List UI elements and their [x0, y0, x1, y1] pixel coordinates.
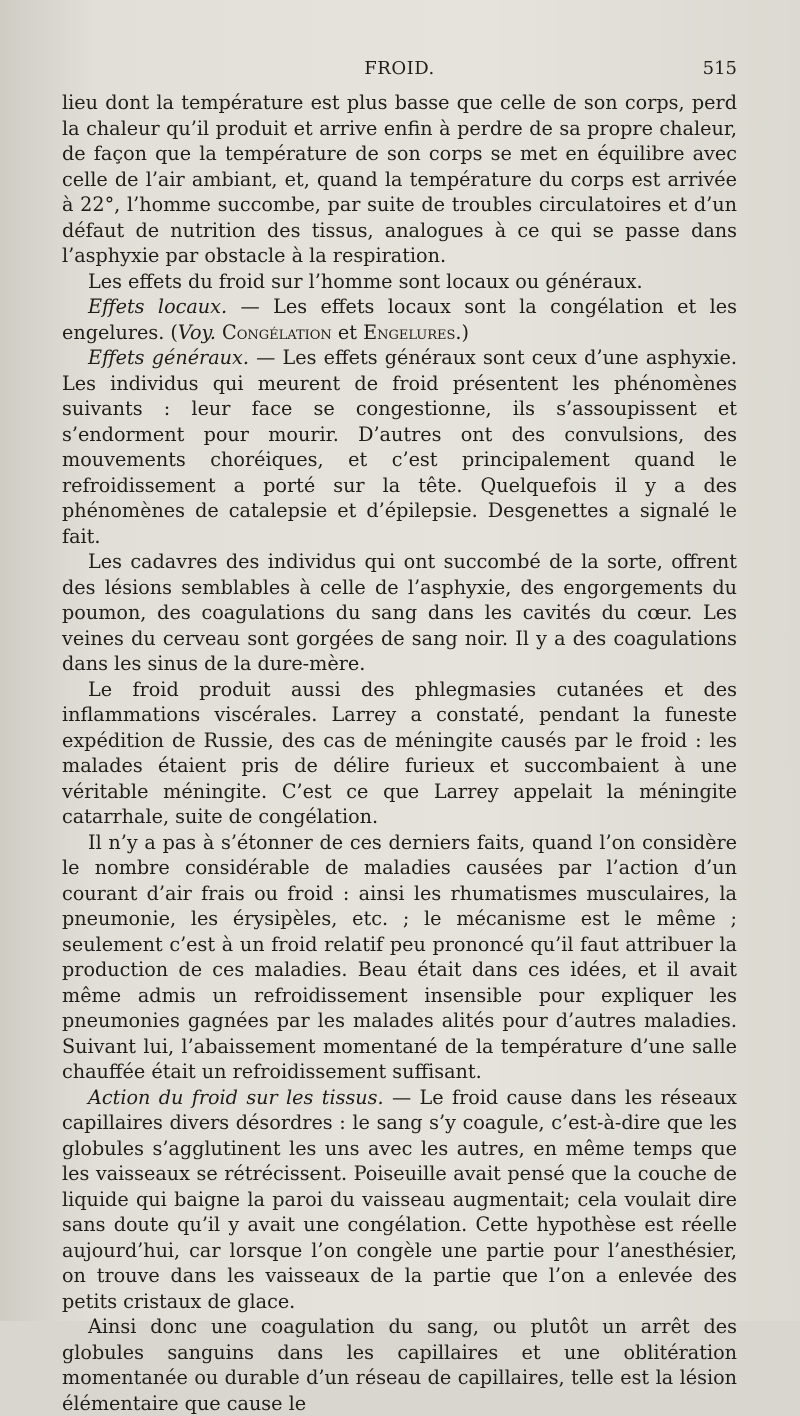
tissue-action-text: — Le froid cause dans les réseaux capillaires divers désordres : le sang s’y coagule, c’est-à-dire que les globules s’agglutinent les uns avec les autres, en même temps que les vaisseaux se rétrécissent. Poiseuille avait pensé que la couche de liquide qui baigne la paroi du vaisseau augmentait; cela voulait dire sans doute qu’il y avait une congélation. Cette hypothèse est réelle aujourd’hui, car lorsque l’on congèle une partie pour l’anesthésier, on trouve dans les vaisseaux de la partie que l’on a enlevée des petits cristaux de glace.	[62, 1085, 737, 1313]
paragraph-continuation: lieu dont la température est plus basse que celle de son corps, perd la chaleur qu’il produit et arrive enfin à perdre de sa propre chaleur, de façon que la température de son corps se met en équilibre avec celle de l’air ambiant, et, quand la température du corps est arrivée à 22°, l’homme succombe, par suite de troubles circulatoires et d’un défaut de nutrition des tissus, analogues à ce qui se passe dans l’asphyxie par obstacle à la respiration.	[62, 91, 737, 267]
paragraph-phlegmasies: Le froid produit aussi des phlegmasies cutanées et des inflammations viscérales. Larrey a constaté, pendant la funeste expédition de Russie, des cas de méningite causés par le froid : les malades étaient pris de délire furieux et succombaient à une véritable méningite. C’est ce que Larrey appelait la méningite catarrhale, suite de congélation.	[62, 677, 737, 828]
section-lead-general: Effets généraux.	[88, 346, 249, 369]
local-effects-text: — Les effets locaux sont la congélation et les engelures. (	[62, 295, 737, 344]
section-lead-local: Effets locaux.	[88, 295, 228, 318]
running-title: FROID.	[364, 58, 435, 79]
section-lead-tissues: Action du froid sur les tissus.	[88, 1085, 384, 1109]
general-effects-text: — Les effets généraux sont ceux d’une asphyxie. Les individus qui meurent de froid présentent les phénomènes suivants : leur face se congestionne, ils s’assoupissent et s’endorment pour mourir. D’autres ont des convulsions, des mouvements choréiques, et c’est principalement quand le refroidissement a porté sur la tête. Quelquefois il y a des phénomènes de catalepsie et d’épilepsie. Desgenettes a signalé le fait.	[62, 346, 738, 548]
paragraph-effects-intro: Les effets du froid sur l’homme sont locaux ou généraux.	[88, 269, 643, 293]
paragraph-tissue-action	[62, 1085, 737, 1315]
cross-ref-congelation: Congélation	[215, 320, 332, 344]
paragraph-general-effects	[62, 345, 737, 549]
body-text	[62, 90, 737, 1416]
cross-ref-engelures: Engelures	[363, 320, 456, 344]
paragraph-coagulation: Ainsi donc une coagulation du sang, ou plutôt un arrêt des globules sanguins dans les capillaires et une oblitération momentanée ou durable d’un réseau de capillaires, telle est la lésion élémentaire que cause le	[62, 1315, 737, 1415]
cross-ref-end: .)	[455, 320, 469, 344]
page-number: 515	[702, 58, 737, 79]
paragraph-diseases: Il n’y a pas à s’étonner de ces derniers faits, quand l’on considère le nombre considérable de maladies causées par l’action d’un courant d’air frais ou froid : ainsi les rhumatismes musculaires, la pneumonie, les érysipèles, etc. ; le mécanisme est le même ; seulement c’est à un froid relatif peu prononcé qu’il faut attribuer la production de ces maladies. Beau était dans ces idées, et il avait même admis un refroidissement insensible pour expliquer les pneumonies gagnées par les malades alités pour d’autres maladies. Suivant lui, l’abaissement momentané de la température d’une salle chauffée était un refroidissement suffisant.	[62, 830, 737, 1083]
paragraph-local-effects	[62, 294, 737, 345]
cross-ref-and: et	[331, 320, 364, 344]
paragraph-cadavers: Les cadavres des individus qui ont succombé de la sorte, offrent des lésions semblables à celle de l’asphyxie, des engorgements du poumon, des coagulations du sang dans les cavités du cœur. Les veines du cerveau sont gorgées de sang noir. Il y a des coagulations dans les sinus de la dure-mère.	[62, 550, 737, 675]
page-header	[62, 58, 737, 86]
voy-abbrev: Voy.	[177, 320, 216, 344]
